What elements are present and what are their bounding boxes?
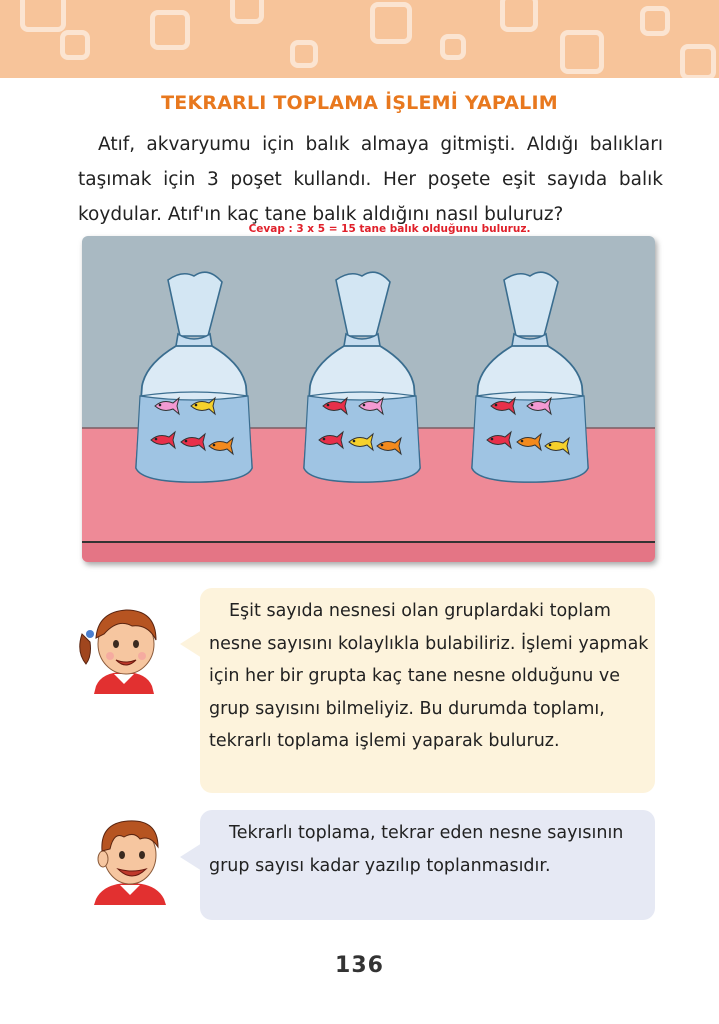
page-title: TEKRARLI TOPLAMA İŞLEMİ YAPALIM	[161, 92, 558, 114]
girl-speech-text	[209, 595, 649, 758]
girl-bubble-tail	[180, 630, 202, 658]
girl-avatar	[74, 594, 174, 694]
fish-bags-illustration	[82, 236, 655, 562]
boy-speech-content: Tekrarlı toplama, tekrar eden nesne sayısının grup sayısı kadar yazılıp toplanmasıdır.	[209, 823, 624, 876]
answer-text: Cevap : 3 x 5 = 15 tane balık olduğunu buluruz.	[248, 223, 531, 235]
bag-group	[136, 272, 588, 482]
boy-bubble-tail	[180, 843, 202, 871]
page-number: 136	[335, 953, 384, 978]
problem-text-content: Atıf, akvaryumu için balık almaya gitmişti. Aldığı balıkları taşımak için 3 poşet kullandı. Her poşete eşit sayıda balık koydular. Atıf'ın kaç tane balık aldığını nasıl buluruz?	[78, 134, 663, 225]
boy-speech-bubble	[200, 810, 655, 920]
boy-avatar	[84, 805, 180, 905]
girl-speech-content: Eşit sayıda nesnesi olan gruplardaki toplam nesne sayısını kolaylıkla bulabiliriz. İşlemi yapmak için her bir grupta kaç tane nesne olduğunu ve grup sayısını bilmeliyiz. Bu durumda toplamı, tekrarlı toplama işlemi yaparak buluruz.	[209, 601, 649, 751]
header-decoration-band	[0, 0, 719, 78]
boy-speech-text	[209, 817, 649, 882]
problem-text	[78, 127, 663, 232]
girl-speech-bubble	[200, 588, 655, 793]
